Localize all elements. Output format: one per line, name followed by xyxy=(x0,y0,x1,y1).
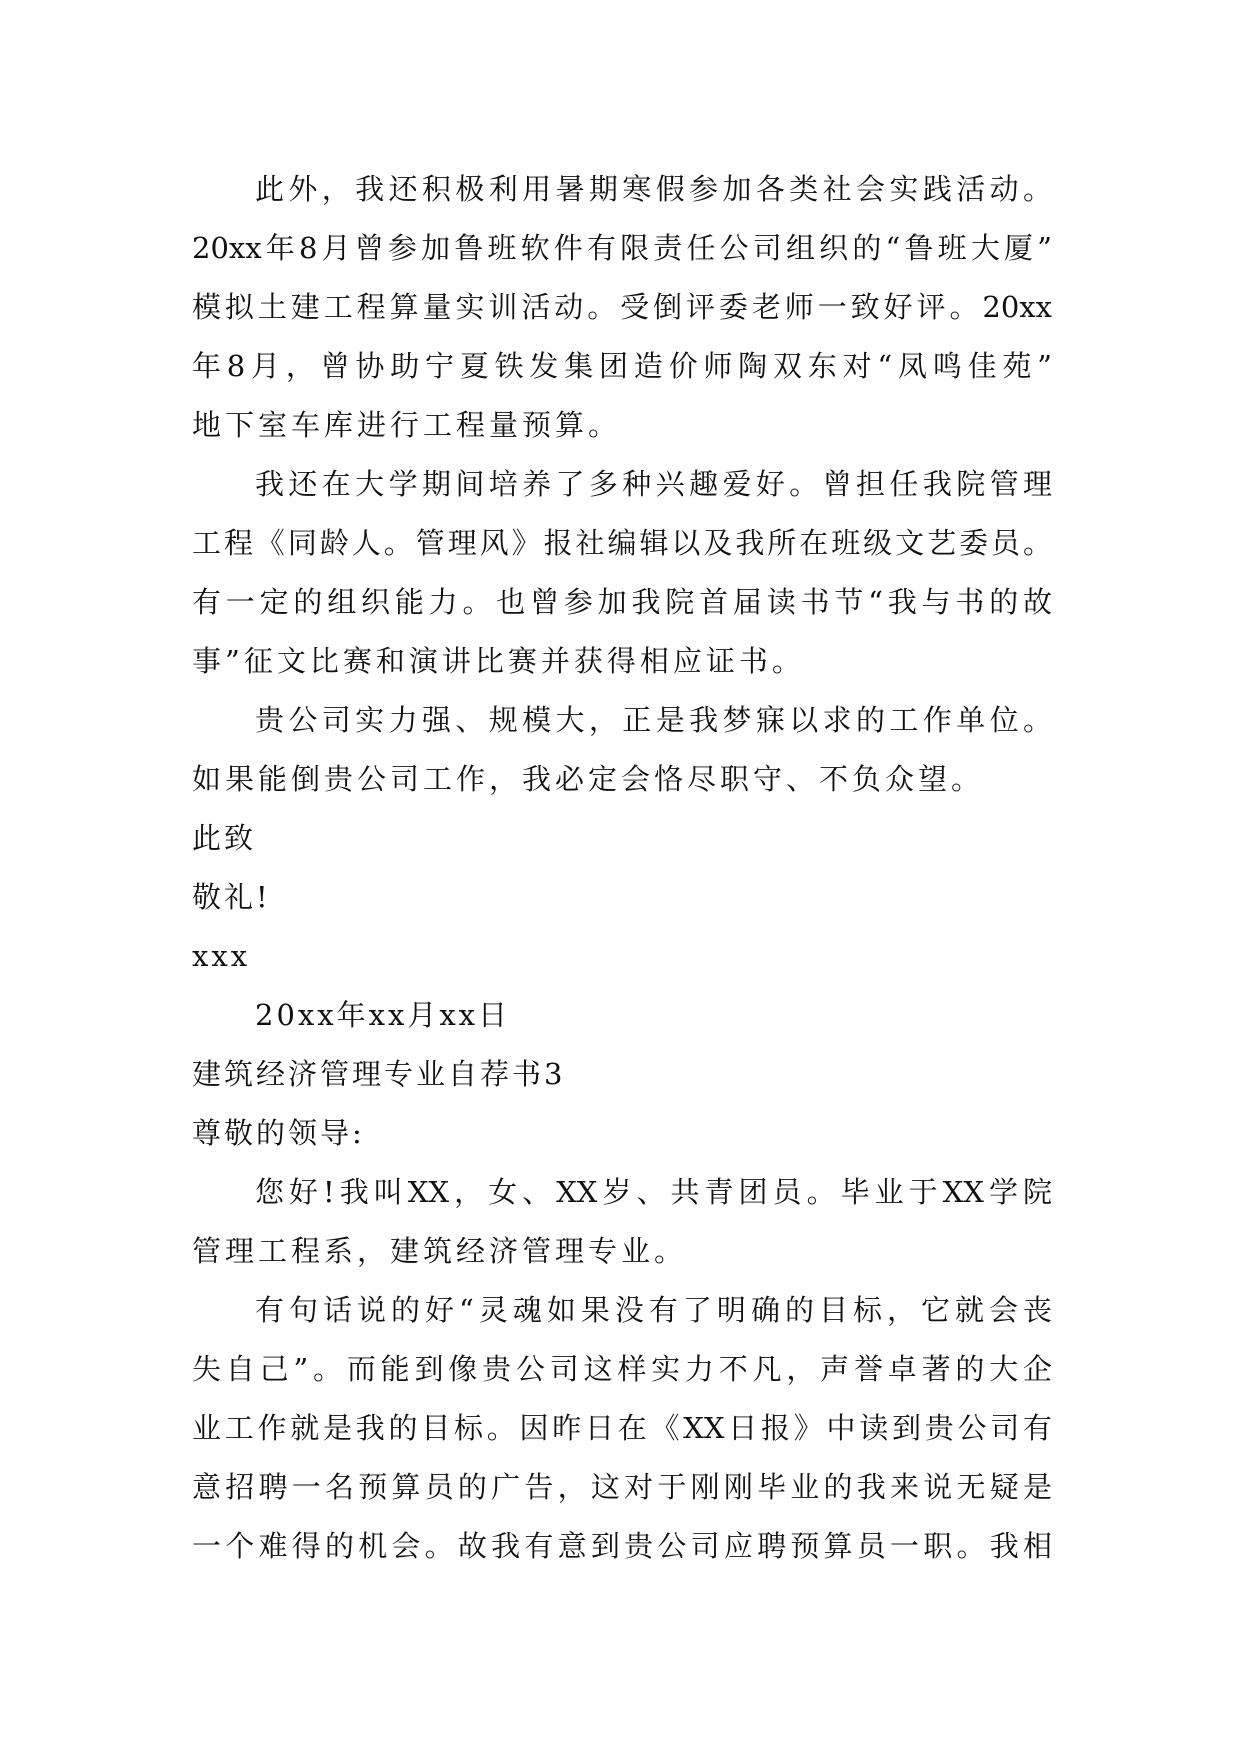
paragraph-line: 模拟土建工程算量实训活动。受倒评委老师一致好评。20xx xyxy=(192,290,1052,324)
paragraph-line: 有一定的组织能力。也曾参加我院首届读书节“我与书的故 xyxy=(192,585,1052,619)
paragraph-line: 工程《同龄人。管理风》报社编辑以及我所在班级文艺委员。 xyxy=(192,526,1052,560)
paragraph-line: 一个难得的机会。故我有意到贵公司应聘预算员一职。我相 xyxy=(192,1529,1052,1563)
paragraph-line: 地下室车库进行工程量预算。 xyxy=(192,408,622,442)
letter-body xyxy=(192,160,1052,1576)
signature-name: xxx xyxy=(192,939,251,973)
paragraph-line: 事”征文比赛和演讲比赛并获得相应证书。 xyxy=(192,644,805,678)
paragraph-line: 有句话说的好“灵魂如果没有了明确的目标，它就会丧 xyxy=(255,1293,1052,1327)
paragraph-line: 此外，我还积极利用暑期寒假参加各类社会实践活动。 xyxy=(255,172,1052,206)
closing-regards: 敬礼! xyxy=(192,880,271,914)
paragraph-line: 失自己”。而能到像贵公司这样实力不凡，声誉卓著的大企 xyxy=(192,1352,1052,1386)
letter-greeting: 尊敬的领导: xyxy=(192,1116,365,1150)
paragraph-line: 贵公司实力强、规模大，正是我梦寐以求的工作单位。 xyxy=(255,703,1052,737)
closing-salutation: 此致 xyxy=(192,821,257,855)
section-heading: 建筑经济管理专业自荐书3 xyxy=(192,1057,566,1091)
signature-date: 20xx年xx月xx日 xyxy=(255,998,511,1032)
paragraph-line: 我还在大学期间培养了多种兴趣爱好。曾担任我院管理 xyxy=(255,467,1052,501)
paragraph-line: 年8月，曾协助宁夏铁发集团造价师陶双东对“凤鸣佳苑” xyxy=(192,349,1052,383)
paragraph-line: 业工作就是我的目标。因昨日在《XX日报》中读到贵公司有 xyxy=(192,1411,1052,1445)
paragraph-line: 您好!我叫XX，女、XX岁、共青团员。毕业于XX学院 xyxy=(255,1175,1052,1209)
paragraph-line: 20xx年8月曾参加鲁班软件有限责任公司组织的“鲁班大厦” xyxy=(192,231,1052,265)
paragraph-line: 如果能倒贵公司工作，我必定会恪尽职守、不负众望。 xyxy=(192,762,985,796)
paragraph-line: 意招聘一名预算员的广告，这对于刚刚毕业的我来说无疑是 xyxy=(192,1470,1052,1504)
paragraph-line: 管理工程系，建筑经济管理专业。 xyxy=(192,1234,688,1268)
